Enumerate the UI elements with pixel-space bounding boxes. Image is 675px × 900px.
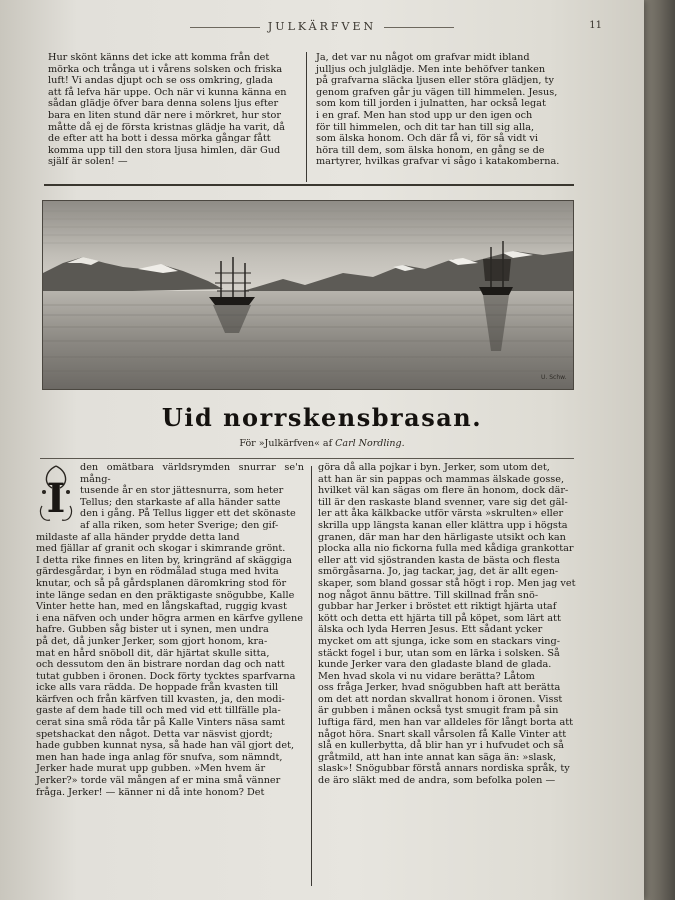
page-number: 11 <box>589 20 602 31</box>
byline-divider <box>40 458 574 459</box>
article-byline <box>0 438 644 449</box>
top-right-column: Ja, det var nu något om grafvar midt ibland julljus och julglädje. Men inte behöfver tanken på grafvarna släcka ljusen eller störa glädjen, ty genom grafven går ju vägen till himmelen. Jesus, som kom till jorden i julnatten, har också legat i en graf. Men han stod upp ur den igen och för till himmelen, och dit tar han till sig alla, som älska honom. Och där få vi, för så vidt vi höra till dem, som älska honom, en gång se de martyrer, hvilkas grafvar vi sågo i katakomberna. <box>316 52 560 168</box>
arctic-fjord-illustration <box>42 200 574 390</box>
illustration-signature: U. Schw. <box>541 374 567 381</box>
article-column-divider <box>311 466 312 886</box>
article-title: Uid norrskensbrasan. <box>161 403 483 432</box>
top-left-column: Hur skönt känns det icke att komma från det mörka och trånga ut i vårens solsken och friska luft! Vi andas djupt och se oss omkring, glada att få lefva här uppe. Och när vi kunna känna en sådan glädje öfver bara denna solens ljus efter bara en liten stund där nere i mörkret, hur stor måtte då ej de första kristnas glädje ha varit, då de efter att ha bott i dessa mörka gångar fått komma upp till den stora ljusa himlen, där Gud själf är solen! — <box>48 52 287 168</box>
illustration-drawing <box>43 201 573 389</box>
running-title: JULKÄRFVEN <box>42 20 602 33</box>
article-left-text: den omätbara världsrymden snurrar se'n mång- tusende år en stor jättesnurra, som heter Tellus; den starkaste af alla händer satte den i gång. På Tellus ligger ett det skönaste af alla riken, som heter Sverige; den gif- mildaste af alla händer prydde detta land med fjällar af granit och skogar i skimrande grönt. I detta rike finnes en liten by, kringränd af skäggiga gärdesgårdar, i byn en rödmålad stuga med hvita knutar, och så på gårdsplanen däromkring stod för inte länge sedan en den präktigaste snögubbe, Kalle Vinter hette han, med en långskaftad, ruggig kvast i ena näfven och under högra armen en kärfve gyllene hafre. Gubben såg bister ut i synen, men undra på det, då junker Jerker, som gjort honom, kra- mat en hård snöboll dit, där hjärtat skulle sitta, och dessutom den än bistrare nordan dag och natt tutat gubben i öronen. Dock förty tycktes sparfvarna icke alls vara rädda. De hoppade från kvasten till kärfven och från kärfven till kvasten, ja, den modi- gaste af dem hade till och med vid ett tillfälle pla- cerat sina små röda tår på Kalle Vinters näsa samt spetshackat den något. Detta var näsvist gjordt; hade gubben kunnat nysa, så hade han väl gjort det, men han hade inga anlag för snufva, som nämndt, Jerker hade murat upp gubben. »Men hvem är Jerker?» torde väl mången af er mina små vänner fråga. Jerker! — känner ni då inte honom? Det <box>36 462 304 798</box>
background-surface <box>639 0 675 900</box>
article-right-column: göra då alla pojkar i byn. Jerker, som utom det, att han är sin pappas och mammas älskade gosse, hvilket väl kan sägas om flere än honom, dock där- till är den raskaste bland svenner, vare sig det gäl- ler att åka kälkbacke utför värsta »skrulten» eller skrilla upp längsta kanan eller klättra upp i högsta granen, där man har den härligaste utsikt och kan plocka alla nio fickorna fulla med kådiga grankottar eller att vid sjöstranden kasta de bästa och flesta smörgåsarna. Jo, jag tackar, jag, det är allt egen- skaper, som bland gossar stå högt i rop. Men jag vet nog något ännu bättre. Till skillnad från snö- gubbar har Jerker i bröstet ett riktigt hjärta utaf kött och detta ett hjärta till på köpet, som lärt att älska och lyda Herren Jesus. Ett sådant ycker mycket om att sjunga, icke som en stackars ving- stäckt fogel i bur, utan som en lärka i solsken. Så kunde Jerker vara den gladaste bland de glada. Men hvad skola vi nu vidare berätta? Låtom oss fråga Jerker, hvad snögubben haft att berätta om det att nordan skvallrat honom i öronen. Visst är gubben i månen också tyst smugit fram på sin luftiga färd, men han var alldeles för långt borta att något höra. Snart skall vårsolen få Kalle Vinter att slå en kullerbytta, då blir han yr i hufvudet och så gråtmild, att han inte annat kan säga än: »slask, slask»! Snögubbar förstå annars nordiska språk, ty de äro släkt med de andra, som befolka polen — <box>318 462 576 787</box>
drop-cap-letter: I <box>46 475 66 522</box>
article-left-column <box>36 462 304 798</box>
section-divider <box>44 184 574 186</box>
drop-cap-ornament <box>36 462 76 530</box>
top-text-columns <box>48 52 568 182</box>
byline-author: Carl Nordling. <box>335 438 405 449</box>
running-header <box>42 16 602 38</box>
article-body <box>36 462 582 892</box>
column-divider <box>306 52 307 182</box>
byline-prefix: För »Julkärfven« af <box>239 438 333 449</box>
